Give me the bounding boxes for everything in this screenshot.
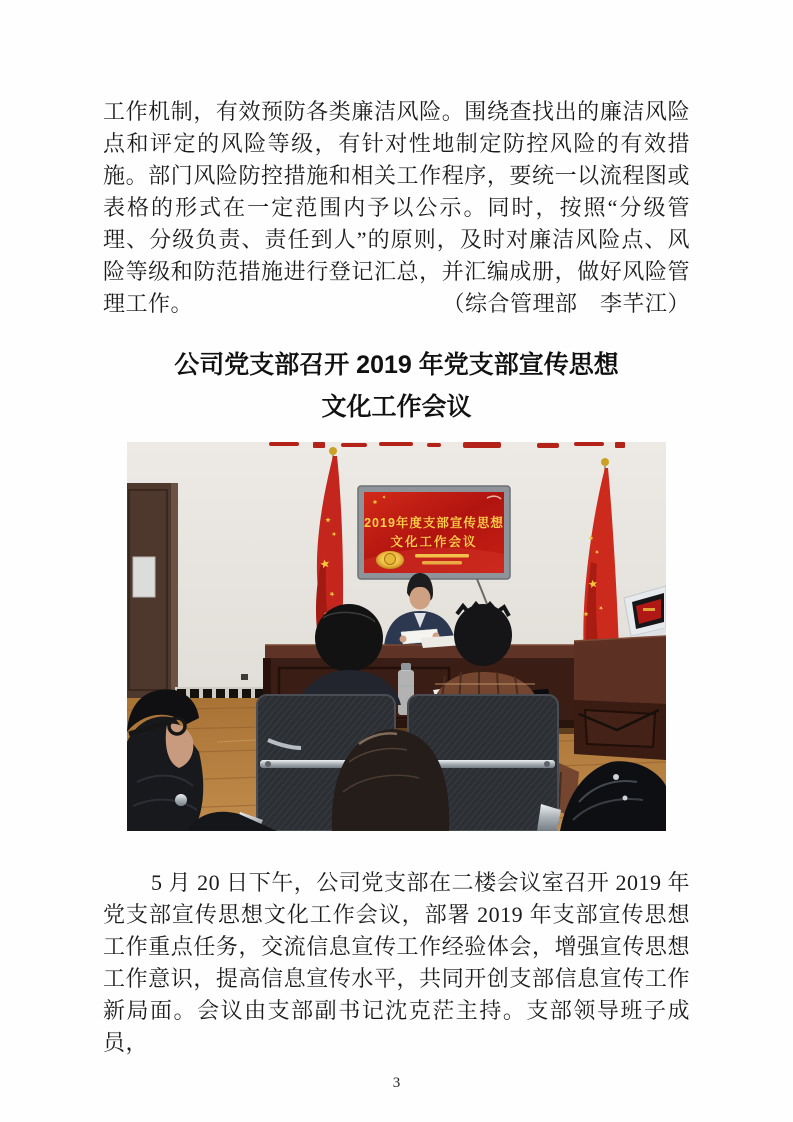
flag-finial — [601, 458, 609, 466]
slide-caption-bar — [422, 561, 462, 565]
zipper-glint — [613, 774, 619, 780]
jacket-button — [175, 794, 187, 806]
door-sign — [133, 557, 155, 597]
article-title-line2: 文化工作会议 — [321, 393, 472, 421]
page-number: 3 — [392, 1075, 401, 1091]
article-title — [103, 344, 690, 428]
article-title-line1: 公司党支部召开 2019 年党支部宣传思想 — [174, 351, 619, 379]
flag-finial — [329, 447, 337, 455]
paragraph-risk-management-text: 工作机制，有效预防各类廉洁风险。围绕查找出的廉洁风险点和评定的风险等级，有针对性地制定防控风险的有效措施。部门风险防控措施和相关工作程序，要统一以流程图或表格的形式在一定范围内予以公示。同时，按照“分级管理、分级负责、责任到人”的原则，及时对廉洁风险点、风险等级和防范措施进行登记汇总，并汇编成册，做好风险管理工作。 — [103, 99, 690, 316]
slide-caption-bar — [415, 554, 469, 558]
byline-author: （综合管理部 李芊江） — [442, 291, 690, 316]
speaker-face — [410, 587, 431, 610]
side-cabinet — [574, 636, 666, 760]
meeting-room-door — [127, 483, 178, 702]
paragraph-meeting-report: 5 月 20 日下午，公司党支部在二楼会议室召开 2019 年党支部宣传思想文化工作会议，部署 2019 年支部宣传思想工作重点任务，交流信息宣传工作经验体会，增强宣传思想工作意识，提高信息宣传水平，共同开创支部信息宣传工作新局面。会议由支部副书记沈克茫主持。支部领导班子成员， — [103, 870, 690, 1055]
slide-title-line2: 文化工作会议 — [390, 535, 478, 549]
meeting-photo-scene — [127, 442, 666, 831]
wall-socket — [241, 674, 248, 680]
slide-title-line1: 2019年度支部宣传思想 — [364, 516, 504, 530]
paragraph-risk-management — [103, 96, 690, 320]
zipper-glint — [623, 796, 628, 801]
meeting-photo — [127, 442, 666, 831]
